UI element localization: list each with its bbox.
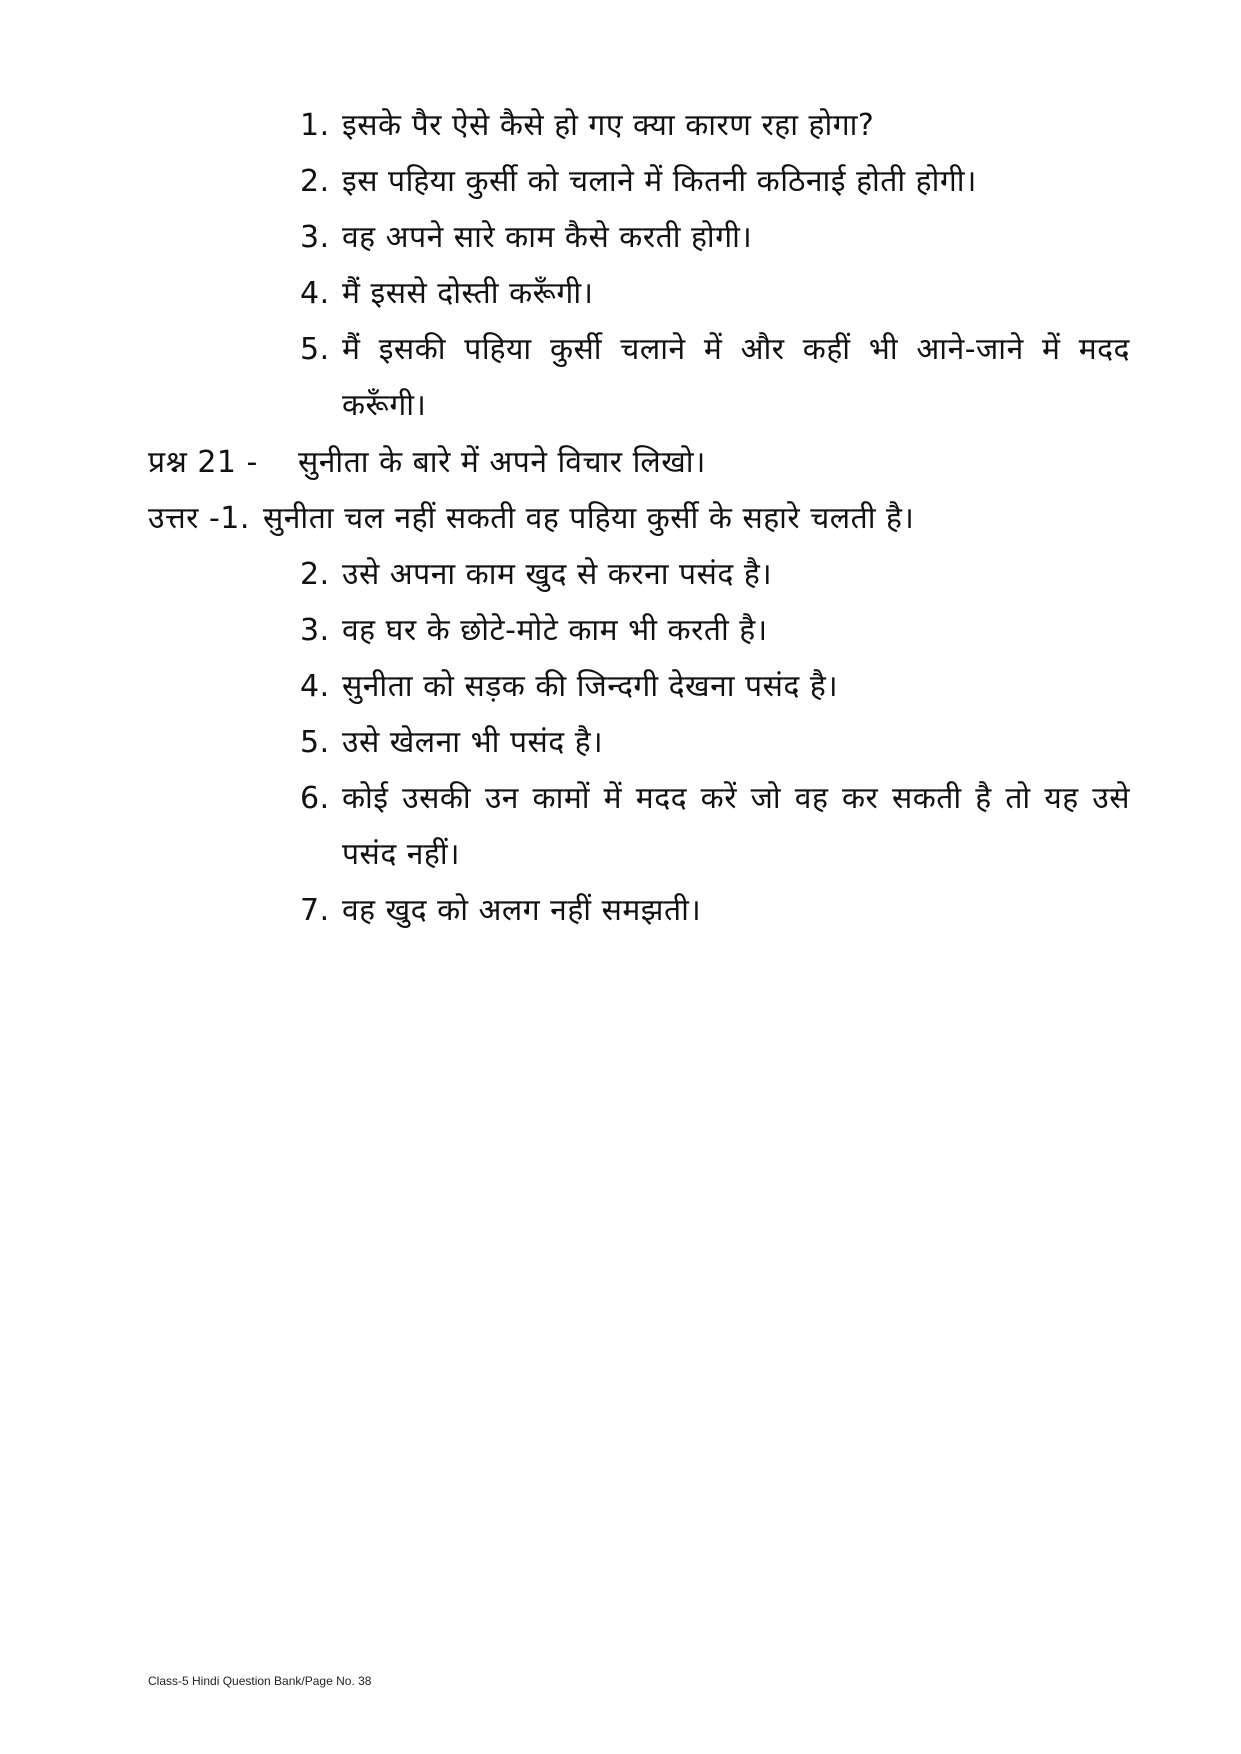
page-footer: Class-5 Hindi Question Bank/Page No. 38 [148, 1674, 372, 1688]
item-number: 3. [300, 613, 330, 648]
item-number: 6. [300, 781, 330, 816]
list-item [300, 210, 1130, 266]
item-number: 3. [300, 220, 330, 255]
answer-list [300, 547, 1130, 939]
item-number: 2. [300, 164, 330, 199]
item-text: सुनीता को सड़क की जिन्दगी देखना पसंद है। [342, 669, 839, 704]
item-number: 5. [300, 725, 330, 760]
answer-label: उत्तर -1. [148, 501, 250, 536]
item-text: कोई उसकी उन कामों में मदद करें जो वह कर सकती है तो यह उसे पसंद नहीं। [342, 781, 1130, 872]
list-item [300, 547, 1130, 603]
item-text: उसे अपना काम खुद से करना पसंद है। [342, 557, 773, 592]
question-label: प्रश्न 21 - [148, 445, 258, 480]
item-text: वह खुद को अलग नहीं समझती। [342, 893, 702, 928]
item-text: मैं इसकी पहिया कुर्सी चलाने में और कहीं भी आने-जाने में मदद करूँगी। [342, 332, 1130, 423]
question-list [300, 98, 1130, 434]
item-number: 4. [300, 669, 330, 704]
list-item [300, 322, 1130, 434]
item-text: इसके पैर ऐसे कैसे हो गए क्या कारण रहा होगा? [342, 108, 875, 143]
list-item [300, 603, 1130, 659]
answer-first-line [148, 491, 914, 547]
list-item [300, 771, 1130, 883]
item-number: 1. [300, 108, 330, 143]
item-number: 5. [300, 332, 330, 367]
list-item [300, 659, 1130, 715]
answer-first-text: सुनीता चल नहीं सकती वह पहिया कुर्सी के सहारे चलती है। [263, 501, 915, 536]
list-item [300, 154, 1130, 210]
item-text: उसे खेलना भी पसंद है। [342, 725, 604, 760]
item-text: मैं इससे दोस्ती करूँगी। [342, 276, 594, 311]
item-number: 4. [300, 276, 330, 311]
item-text: वह अपने सारे काम कैसे करती होगी। [342, 220, 753, 255]
list-item [300, 266, 1130, 322]
list-item [300, 98, 1130, 154]
item-number: 2. [300, 557, 330, 592]
list-item [300, 883, 1130, 939]
item-text: इस पहिया कुर्सी को चलाने में कितनी कठिनाई होती होगी। [342, 164, 977, 199]
question-text: सुनीता के बारे में अपने विचार लिखो। [298, 445, 706, 480]
question-21 [148, 435, 706, 491]
item-text: वह घर के छोटे-मोटे काम भी करती है। [342, 613, 768, 648]
item-number: 7. [300, 893, 330, 928]
list-item [300, 715, 1130, 771]
